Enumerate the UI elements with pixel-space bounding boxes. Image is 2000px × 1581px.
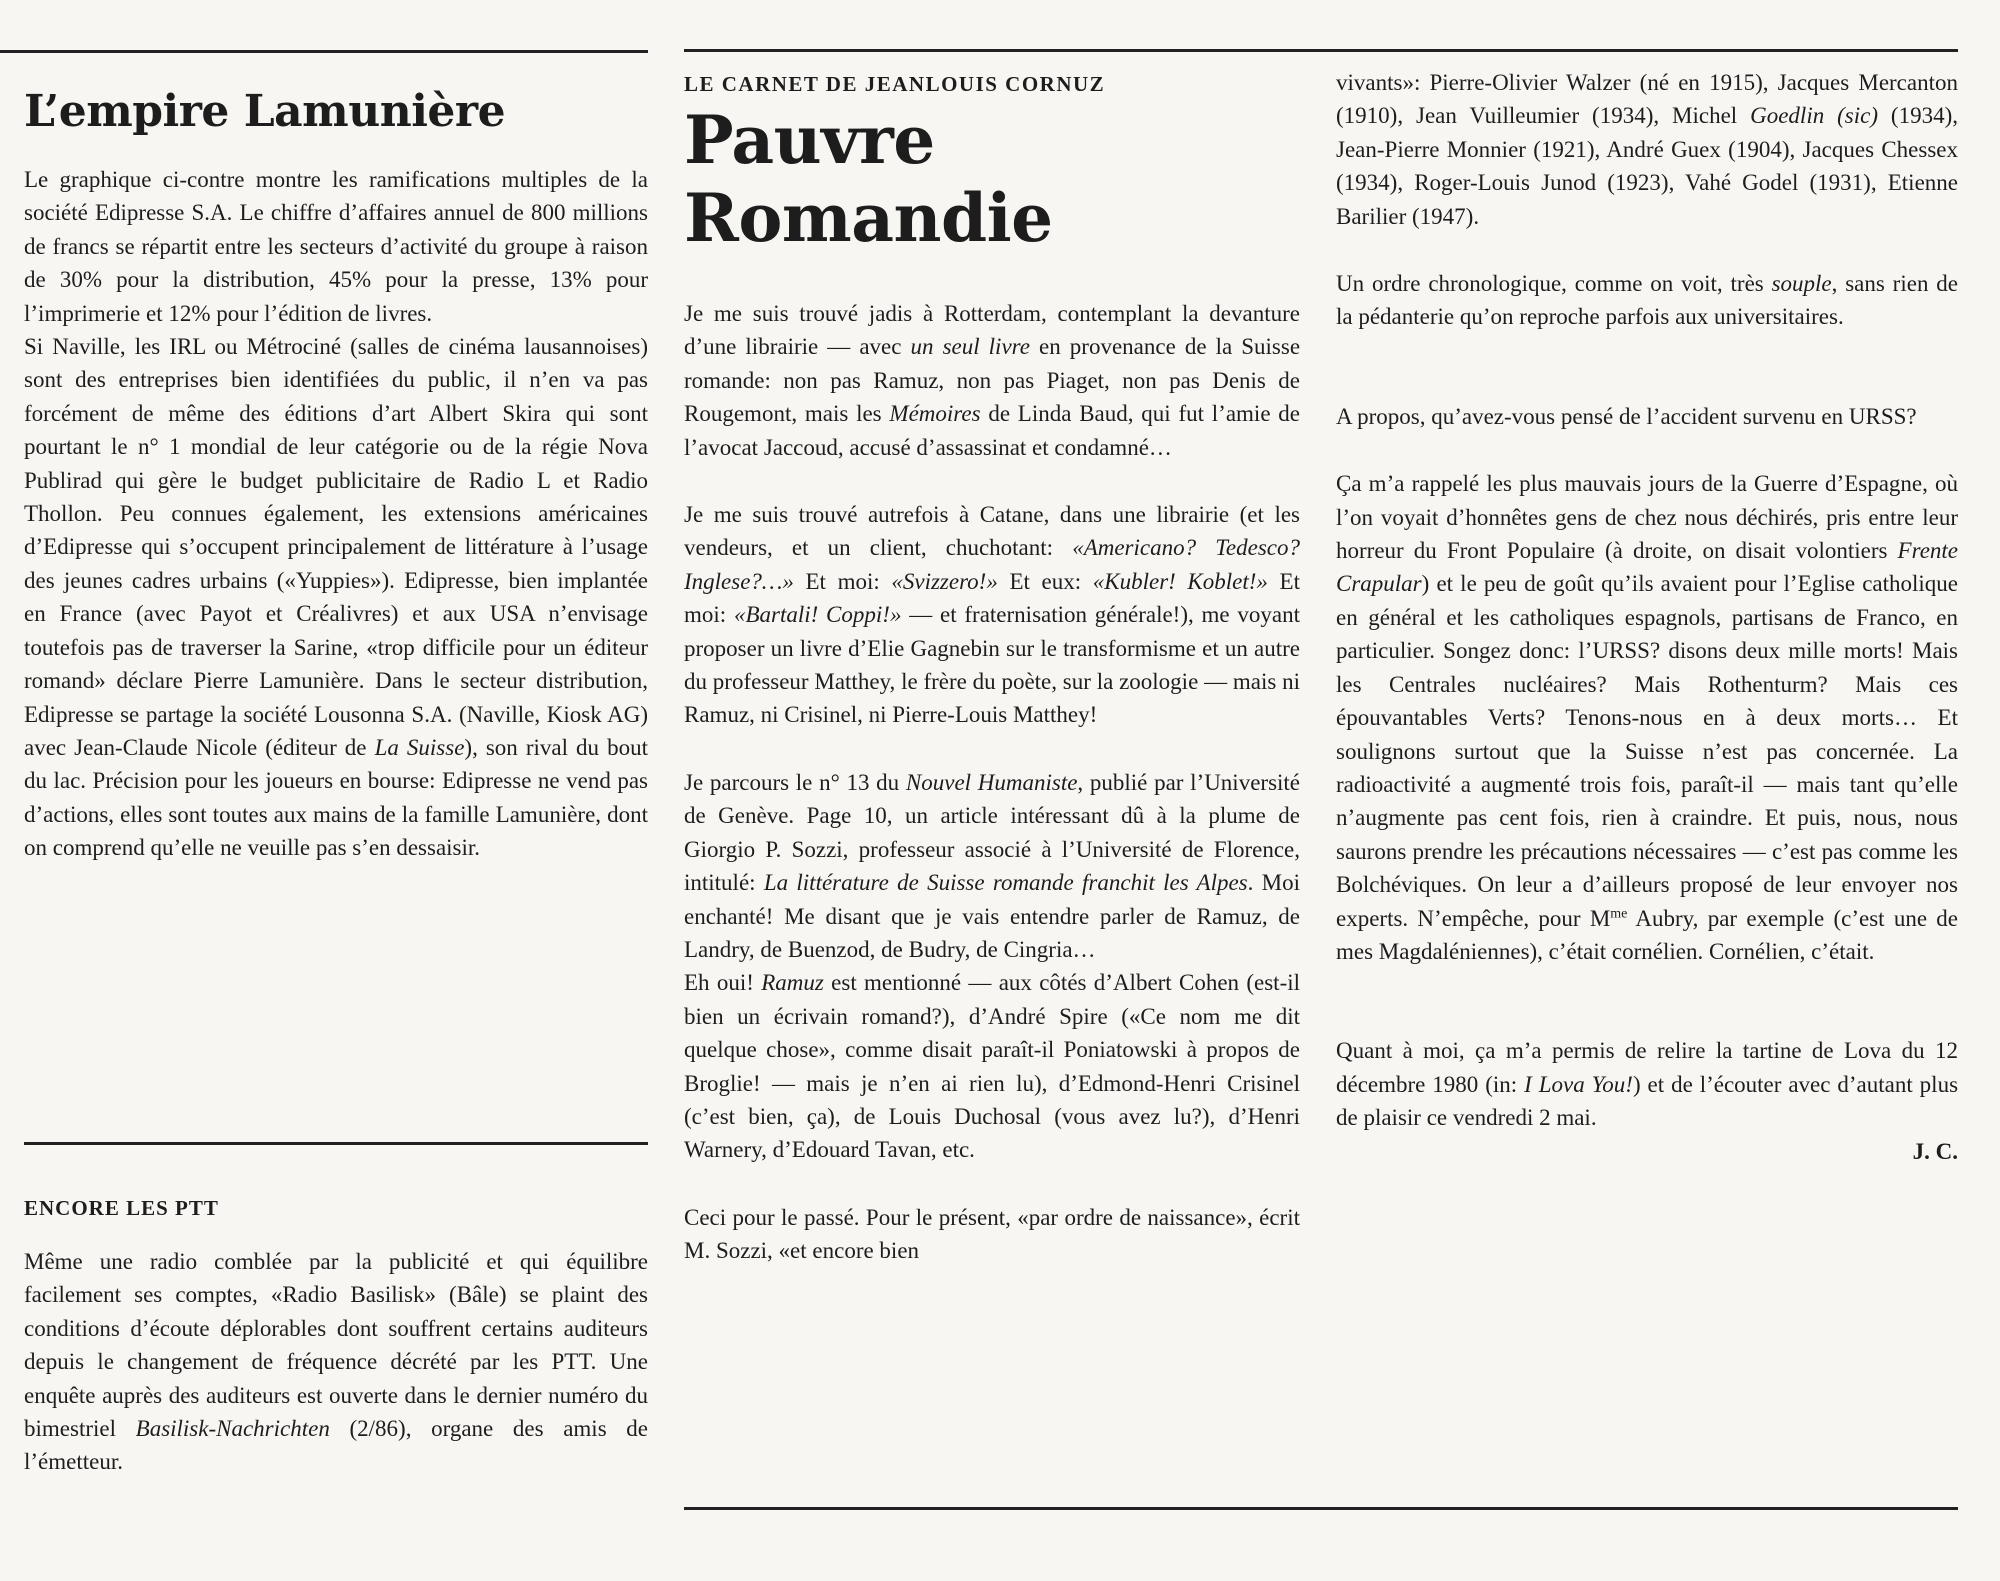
right-column (1336, 66, 1958, 1165)
top-rule-left (0, 50, 648, 53)
middle-article-title: Pauvre Romandie (684, 101, 1053, 257)
middle-paragraph-1: Je me suis trouvé jadis à Rotterdam, contemplant la devanture d’une librairie — avec un seul livre en provenance de la Suisse romande: non pas Ramuz, non pas Piaget, non pas Denis de Rougemont, mais les Mémoires de Linda Baud, qui fut l’amie de l’avocat Jaccoud, accusé d’assassinat et condamné… (684, 301, 1301, 460)
middle-column (684, 66, 1300, 1268)
bottom-rule (684, 1507, 1958, 1510)
ptt-subheading: ENCORE LES PTT (24, 1196, 219, 1220)
right-paragraph-1: vivants»: Pierre-Olivier Walzer (né en 1915), Jacques Mercanton (1910), Jean Vuilleumier (1934), Michel Goedlin (sic) (1934), Jean-Pierre Monnier (1921), André Guex (1904), Jacques Chessex (1934), Roger-Louis Junod (1923), Vahé Godel (1931), Etienne Barilier (1947). (1336, 70, 1958, 229)
ptt-paragraph: Même une radio comblée par la publicité et qui équilibre facilement ses comptes, «Radio Basilisk» (Bâle) se plaint des conditions d’écoute déplorables dont souffrent certains auditeurs depuis le changement de fréquence décrété par les PTT. Une enquête auprès des auditeurs est ouverte dans le dernier numéro du bimestriel Basilisk-Nachrichten (2/86), organe des amis de l’émetteur. (24, 1249, 649, 1475)
left-article-title: L’empire Lamunière (24, 86, 506, 137)
section-divider-rule (24, 1142, 648, 1145)
right-paragraph-5: Quant à moi, ça m’a permis de relire la tartine de Lova du 12 décembre 1980 (in: I Lova You!) et de l’écouter avec d’autant plus de plaisir ce vendredi 2 mai. (1336, 1038, 1959, 1131)
middle-paragraph-3: Je parcours le n° 13 du Nouvel Humaniste, publié par l’Université de Genève. Page 10, un article intéressant dû à la plume de Giorgio P. Sozzi, professeur associé à l’Université de Florence, intitulé: La littérature de Suisse romande franchit les Alpes. Moi enchanté! Me disant que je vais entendre parler de Ramuz, de Landry, de Buenzod, de Budry, de Cingria… (684, 769, 1301, 962)
right-paragraph-2: Un ordre chronologique, comme on voit, très souple, sans rien de la pédanterie qu’on reproche parfois aux universitaires. (1336, 271, 1958, 330)
column-kicker: LE CARNET DE JEANLOUIS CORNUZ (684, 72, 1106, 96)
middle-paragraph-4: Eh oui! Ramuz est mentionné — aux côtés d’Albert Cohen (est-il bien un écrivain romand?), d’André Spire («Ce nom me dit quelque chose», comme disait paraît-il Poniatowski à propos de Broglie! — mais je n’en ai rien lu), d’Edmond-Henri Crisinel (c’est bien, ça), de Louis Duchosal (vous avez lu?), d’Henri Warnery, d’Edouard Tavan, etc. (684, 970, 1301, 1163)
author-signature: J. C. (1912, 1138, 1958, 1164)
left-article-paragraph-2: Si Naville, les IRL ou Métrociné (salles de cinéma lausannoises) sont des entreprises bien identifiées du public, il n’en va pas forcément de même des éditions d’art Albert Skira qui sont pourtant le n° 1 mondial de leur catégorie ou de la régie Nova Publirad qui gère le budget publicitaire de Radio L et Radio Thollon. Peu connues également, les extensions américaines d’Edipresse qui s’occupent principalement de littérature à l’usage des jeunes cadres urbains («Yuppies»). Edipresse, bien implantée en France (avec Payot et Créalivres) et aux USA n’envisage toutefois pas de traverser la Sarine, «trop difficile pour un éditeur romand» déclare Pierre Lamunière. Dans le secteur distribution, Edipresse se partage la société Lousonna S.A. (Naville, Kiosk AG) avec Jean-Claude Nicole (éditeur de La Suisse), son rival du bout du lac. Précision pour les joueurs en bourse: Edipresse ne vend pas d’actions, elles sont toutes aux mains de la famille Lamunière, dont on comprend qu’elle ne veuille pas s’en dessaisir. (24, 334, 648, 861)
right-paragraph-4: Ça m’a rappelé les plus mauvais jours de la Guerre d’Espagne, où l’on voyait d’honnêtes gens de chez nous déchirés, pris entre leur horreur du Front Populaire (à droite, on disait volontiers Frente Crapular) et le peu de goût qu’ils avaient pour l’Eglise catholique en général et les catholiques espagnols, partisans de Franco, en particulier. Songez donc: l’URSS? disons deux mille morts! Mais les Centrales nucléaires? Mais Rothenturm? Mais ces épouvantables Verts? Tenons-nous en à deux morts… Et soulignons surtout que la Suisse n’est pas concernée. La radioactivité a augmenté trois fois, paraît-il — mais tant qu’elle n’augmente pas cent fois, rien à craindre. Et puis, nous, nous saurons prendre les précautions nécessaires — c’est pas comme les Bolchéviques. On leur a d’ailleurs proposé de leur envoyer nos experts. N’empêche, pour $M^{me}$ Aubry, par exemple (c’est une de mes Magdaléniennes), c’était cornélien. Cornélien, c’était. (1336, 471, 1959, 964)
ptt-section (24, 1196, 648, 1479)
right-paragraph-3: A propos, qu’avez-vous pensé de l’accident survenu en URSS? (1336, 403, 1917, 429)
left-article-paragraph-1: Le graphique ci-contre montre les ramifications multiples de la société Edipresse S.A. Le chiffre d’affaires annuel de 800 millions de francs se répartit entre les secteurs d’activité du groupe à raison de 30% pour la distribution, 45% pour la presse, 13% pour l’imprimerie et 12% pour l’édition de livres. (24, 167, 648, 326)
left-column (24, 72, 648, 865)
middle-paragraph-2: Je me suis trouvé autrefois à Catane, dans une librairie (et les vendeurs, et un client, chuchotant: «Americano? Tedesco? Inglese?…» Et moi: «Svizzero!» Et eux: «Kubler! Koblet!» Et moi: «Bartali! Coppi!» — et fraternisation générale!), me voyant proposer un livre d’Elie Gagnebin sur le transformisme et un autre du professeur Matthey, le frère du poète, sur la zoologie — mais ni Ramuz, ni Crisinel, ni Pierre-Louis Matthey! (684, 502, 1300, 728)
middle-paragraph-5: Ceci pour le passé. Pour le présent, «par ordre de naissance», écrit M. Sozzi, «et encore bien (684, 1204, 1300, 1264)
top-rule-middle (684, 49, 1958, 52)
